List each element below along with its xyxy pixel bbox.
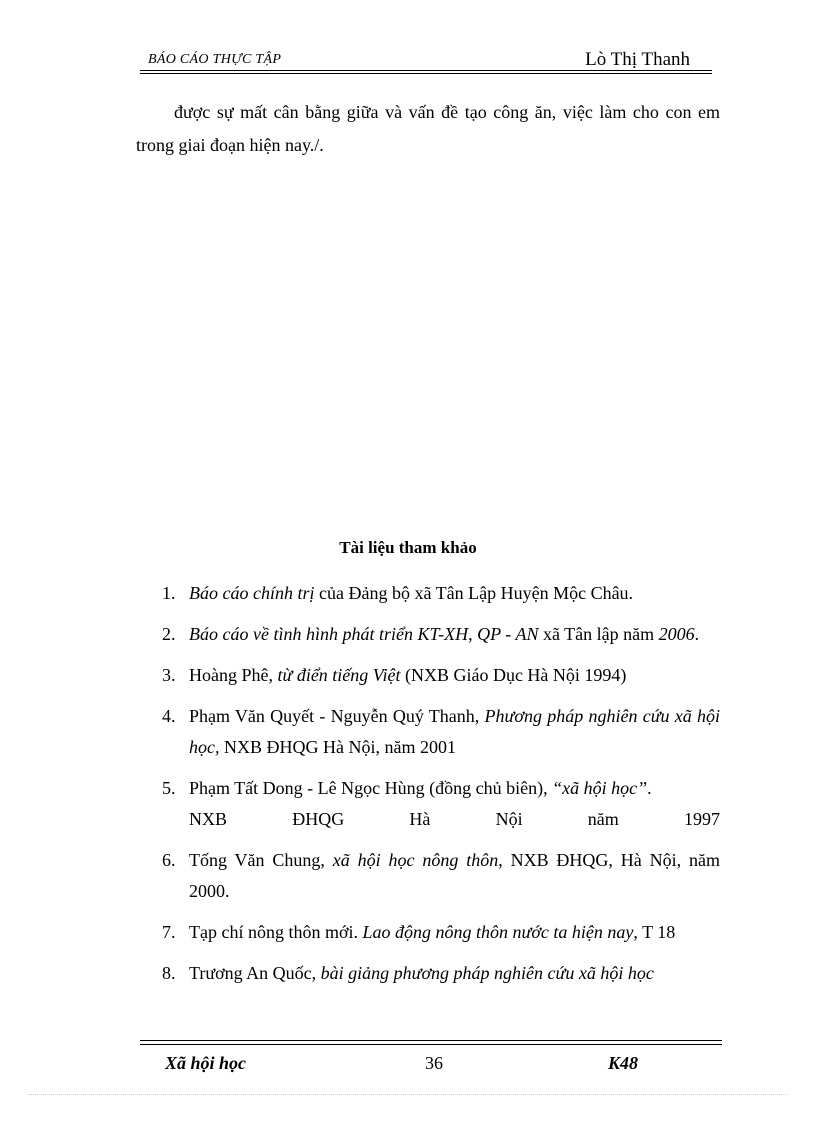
reference-author: Hoàng Phê, xyxy=(189,665,278,685)
reference-author: Phạm Văn Quyết - Nguyễn Quý Thanh, xyxy=(189,706,485,726)
reference-author: Tống Văn Chung, xyxy=(189,850,333,870)
reference-item xyxy=(162,619,720,650)
footer-rule-top xyxy=(140,1040,722,1041)
reference-title: bài giảng phương pháp nghiên cứu xã hội học xyxy=(320,963,654,983)
reference-item xyxy=(162,917,720,948)
reference-detail: (NXB Giáo Dục Hà Nội 1994) xyxy=(400,665,627,685)
reference-number: 3. xyxy=(162,665,176,685)
publisher-word: năm xyxy=(587,809,619,829)
reference-author: Tạp chí nông thôn mới. xyxy=(189,922,363,942)
body-paragraph-text: được sự mất cân bằng giữa và vấn đề tạo công ăn, việc làm cho con em trong giai đoạn hiện nay./. xyxy=(136,102,720,155)
reference-detail: xã Tân lập năm xyxy=(538,624,659,644)
publisher-word: Nội xyxy=(495,809,523,829)
footer-class-code: K48 xyxy=(608,1053,639,1073)
reference-item xyxy=(162,845,720,907)
footer-subject: Xã hội học xyxy=(165,1053,247,1073)
reference-number: 7. xyxy=(162,922,176,942)
reference-author: Phạm Tất Dong - Lê Ngọc Hùng (đồng chủ biên), xyxy=(189,778,553,798)
reference-item xyxy=(162,578,720,609)
reference-item xyxy=(162,701,720,763)
reference-item xyxy=(162,773,720,835)
reference-publisher-line xyxy=(189,804,720,835)
reference-detail: của Đảng bộ xã Tân Lập Huyện Mộc Châu. xyxy=(314,583,634,603)
reference-title: từ điển tiếng Việt xyxy=(277,665,401,685)
reference-number: 2. xyxy=(162,624,176,644)
references-title: Tài liệu tham khảo xyxy=(339,538,477,557)
reference-title: Báo cáo chính trị xyxy=(189,583,315,603)
reference-item xyxy=(162,660,720,691)
reference-item xyxy=(162,958,720,989)
reference-title: Phương pháp nghiên cứu xã hội học, xyxy=(189,706,720,757)
header-author-name: Lò Thị Thanh xyxy=(585,49,690,70)
header-rule-top xyxy=(140,70,712,71)
page-edge-divider xyxy=(28,1094,788,1095)
reference-end: . xyxy=(694,624,700,644)
reference-title: Lao động nông thôn nước ta hiện nay xyxy=(362,922,634,942)
body-paragraph xyxy=(136,96,720,162)
reference-number: 6. xyxy=(162,850,176,870)
reference-year: 2006 xyxy=(658,624,695,644)
reference-detail: NXB ĐHQG Hà Nội, năm 2001 xyxy=(219,737,456,757)
reference-title: Báo cáo về tình hình phát triển KT-XH, QP - AN xyxy=(189,624,539,644)
reference-detail: , NXB ĐHQG, Hà Nội, năm 2000. xyxy=(189,850,720,901)
reference-number: 5. xyxy=(162,778,176,798)
publisher-word: 1997 xyxy=(683,809,720,829)
reference-title: xã hội học nông thôn xyxy=(332,850,499,870)
reference-number: 1. xyxy=(162,583,176,603)
page-number: 36 xyxy=(425,1053,443,1073)
reference-detail: . xyxy=(647,778,652,798)
footer-rule-bottom xyxy=(140,1044,722,1045)
references-list xyxy=(162,578,720,999)
publisher-word: ĐHQG xyxy=(292,809,345,829)
publisher-word: Hà xyxy=(409,809,431,829)
publisher-word: NXB xyxy=(189,809,228,829)
header-report-title: BÁO CÁO THỰC TẬP xyxy=(148,52,282,67)
header-rule-bottom xyxy=(140,73,712,74)
reference-title: “xã hội học” xyxy=(552,778,648,798)
reference-author: Trương An Quốc, xyxy=(189,963,321,983)
reference-detail: , T 18 xyxy=(633,922,676,942)
reference-number: 4. xyxy=(162,706,176,726)
reference-number: 8. xyxy=(162,963,176,983)
